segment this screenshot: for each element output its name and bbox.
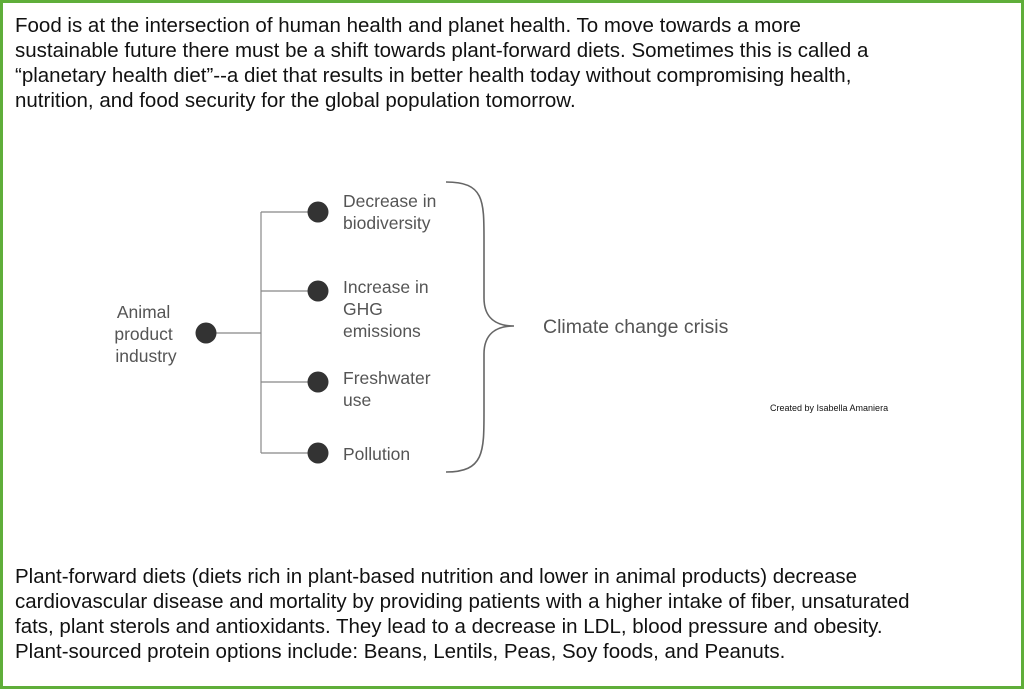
intro-line: sustainable future there must be a shift towards plant-forward diets. Sometimes this is called a xyxy=(15,39,869,62)
closing-line: cardiovascular disease and mortality by providing patients with a higher intake of fiber, unsaturated xyxy=(15,590,910,613)
closing-line: fats, plant sterols and antioxidants. They lead to a decrease in LDL, blood pressure and obesity. xyxy=(15,615,883,638)
source-label-line: Animal xyxy=(116,302,171,322)
outcome-label: Climate change crisis xyxy=(543,316,729,338)
branch-label-line: emissions xyxy=(343,321,421,341)
source-label-line: product xyxy=(114,324,173,344)
intro-line: Food is at the intersection of human health and planet health. To move towards a more xyxy=(15,14,801,37)
closing-line: Plant-forward diets (diets rich in plant-based nutrition and lower in animal products) decrease xyxy=(15,565,858,588)
source-label-line: industry xyxy=(115,346,177,366)
branch-label-line: Pollution xyxy=(343,444,411,464)
branch-label-line: use xyxy=(343,390,372,410)
intro-line: “planetary health diet”--a diet that results in better health today without compromising health, xyxy=(15,64,852,87)
intro-paragraph xyxy=(15,13,1010,113)
branch-label-line: GHG xyxy=(343,299,383,319)
branch-label-line: Decrease in xyxy=(343,191,437,211)
intro-line: nutrition, and food security for the global population tomorrow. xyxy=(15,89,576,112)
branch-label-line: Freshwater xyxy=(343,368,431,388)
credit-text: Created by Isabella Amaniera xyxy=(770,403,889,413)
closing-paragraph xyxy=(15,564,1010,664)
branch-label-line: Increase in xyxy=(343,277,429,297)
branch-label-line: biodiversity xyxy=(343,213,431,233)
closing-line: Plant-sourced protein options include: Beans, Lentils, Peas, Soy foods, and Peanuts. xyxy=(15,640,786,663)
